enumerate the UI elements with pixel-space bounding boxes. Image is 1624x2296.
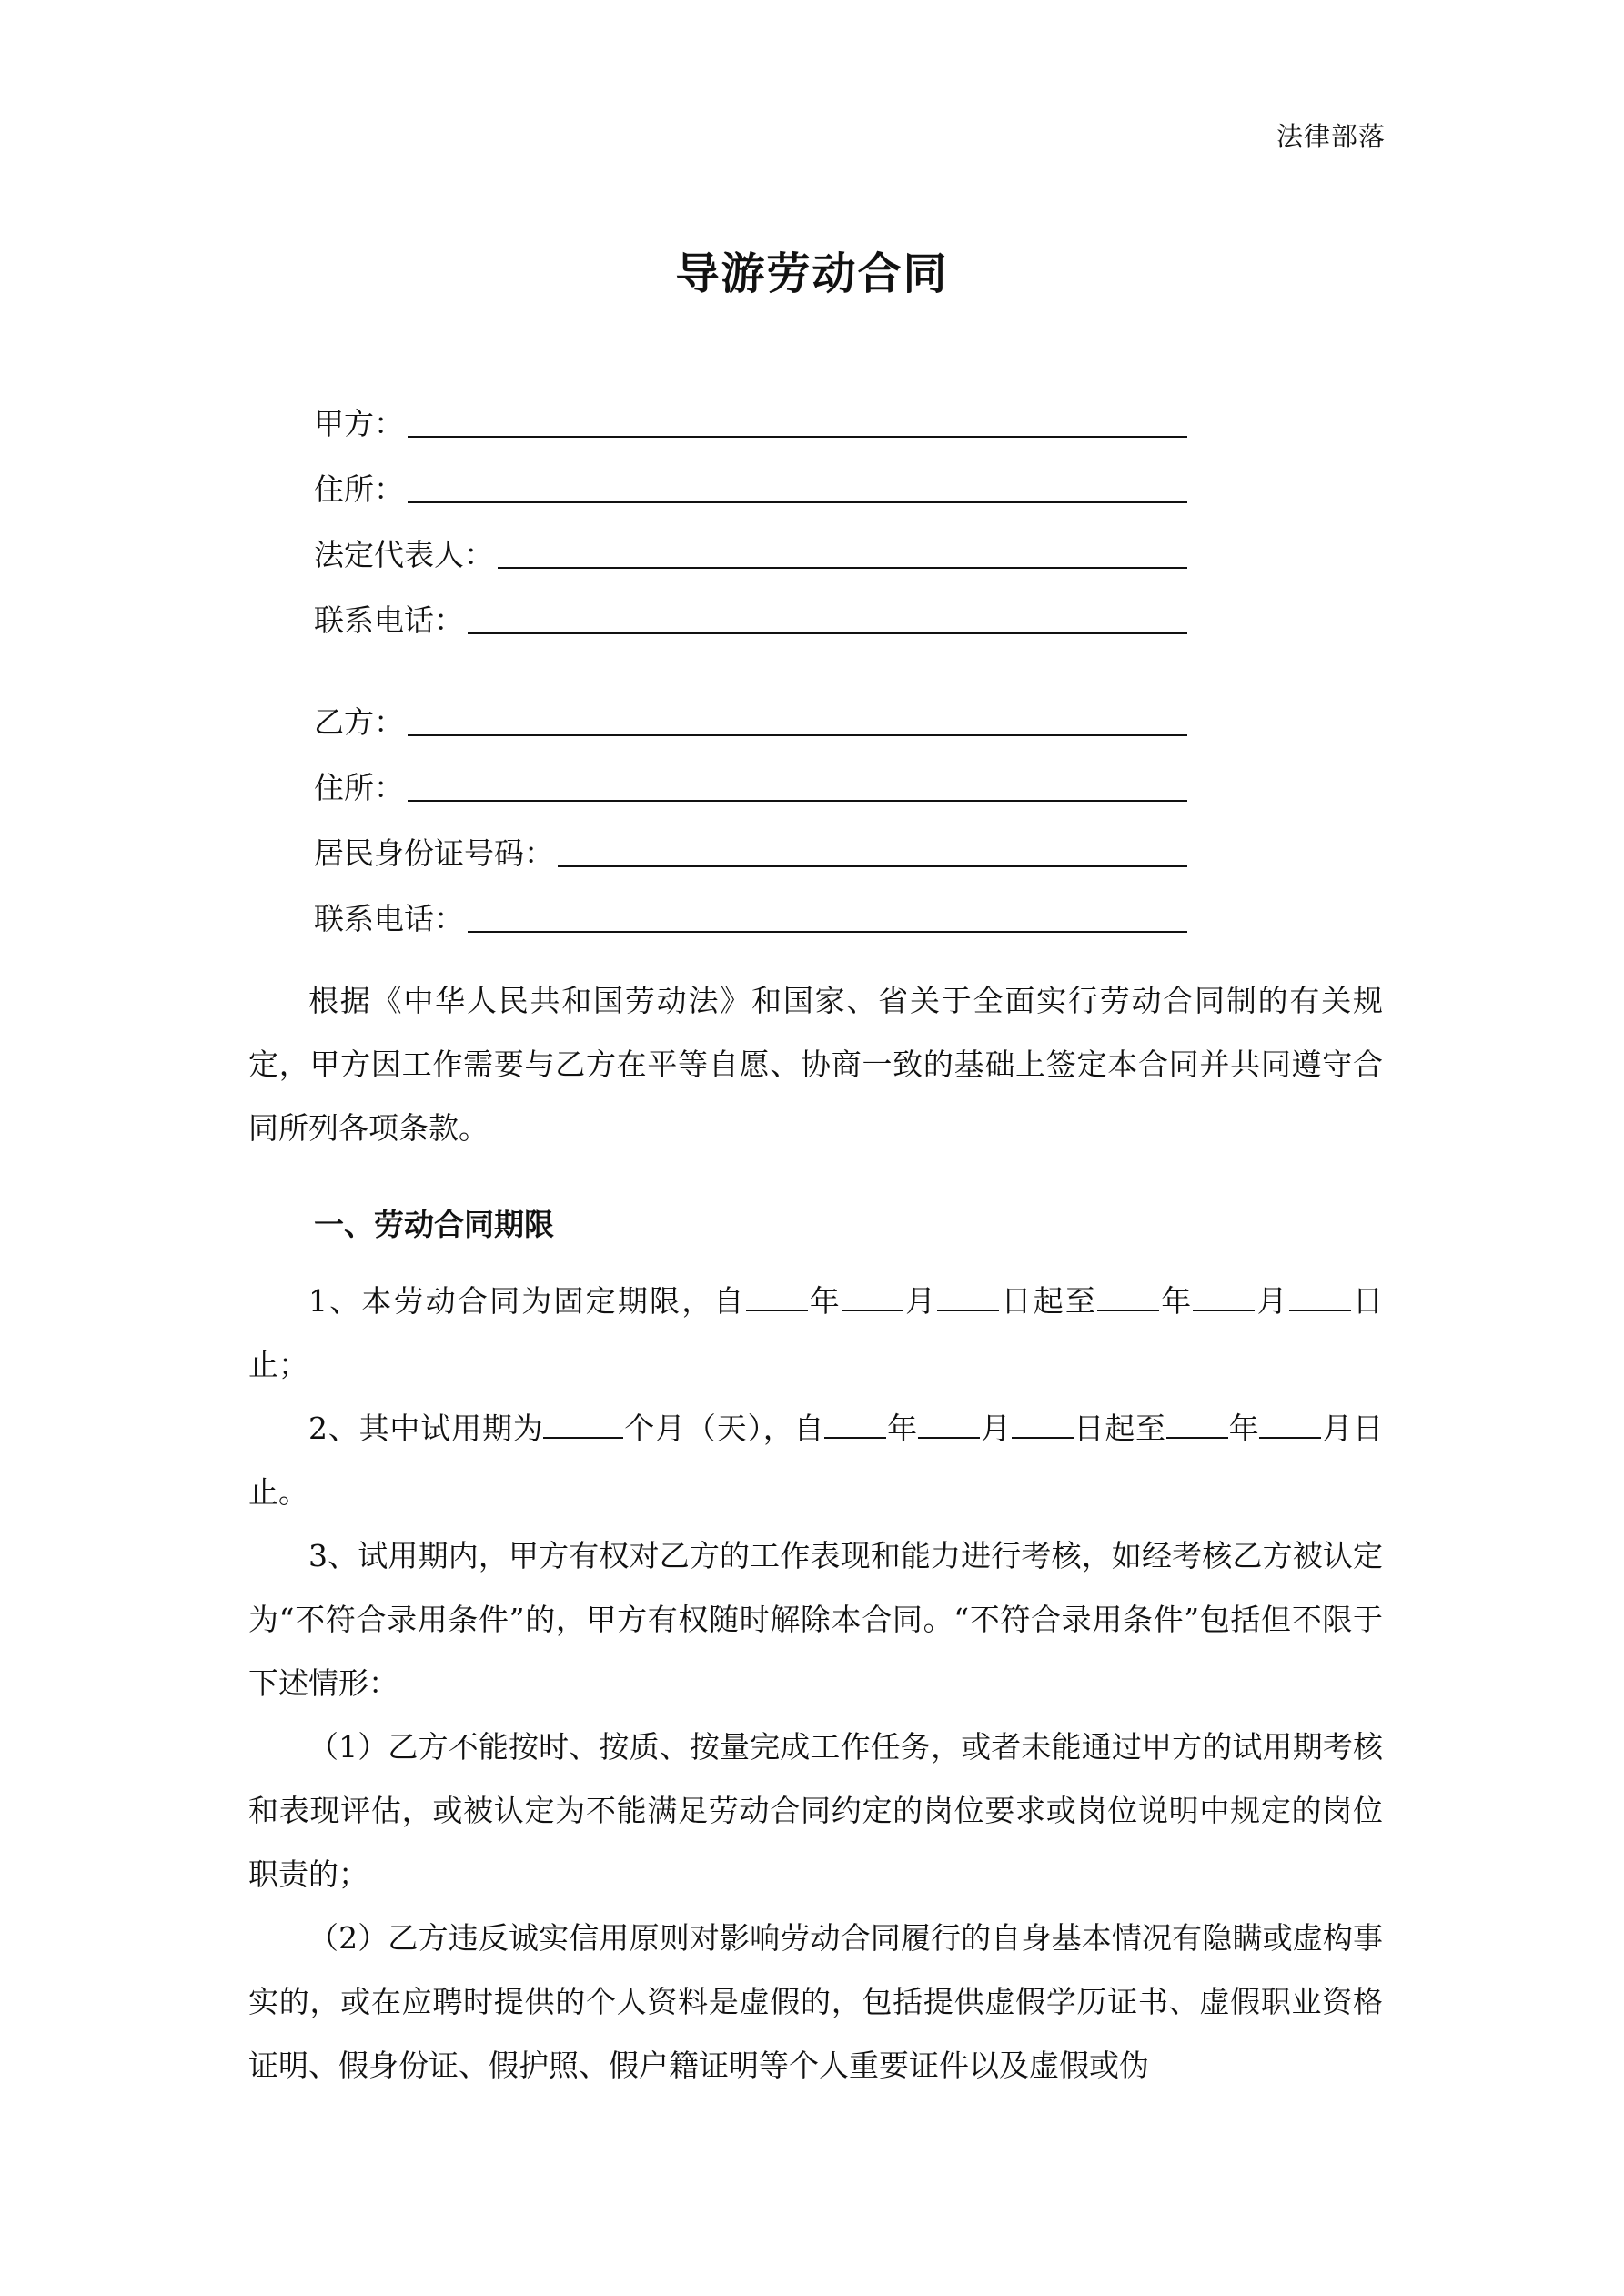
field-label: 住所： <box>314 770 404 805</box>
blank-day-from[interactable] <box>1012 1410 1074 1439</box>
party-b-address-field <box>314 742 1187 807</box>
party-a-phone-field <box>314 574 1187 640</box>
clause-text: 日起至 <box>1073 1411 1166 1446</box>
blank-year-to[interactable] <box>1097 1282 1159 1311</box>
blank-month-to[interactable] <box>1259 1410 1321 1439</box>
clause-text: 年 <box>1159 1283 1194 1319</box>
blank-day-to[interactable] <box>1289 1282 1351 1311</box>
fill-in-line[interactable] <box>468 900 1187 933</box>
fill-in-line[interactable] <box>558 834 1187 867</box>
blank-probation-months[interactable] <box>543 1410 623 1439</box>
blank-year-to[interactable] <box>1166 1410 1228 1439</box>
section-heading: 一、劳动合同期限 <box>314 1207 554 1242</box>
blank-year-from[interactable] <box>746 1282 808 1311</box>
fill-in-line[interactable] <box>408 769 1187 802</box>
clause-text: 日止。 <box>248 1411 1384 1510</box>
fill-in-line[interactable] <box>408 703 1187 736</box>
intro-paragraph: 根据《中华人民共和国劳动法》和国家、省关于全面实行劳动合同制的有关规定，甲方因工作需要与乙方在平等自愿、协商一致的基础上签定本合同并共同遵守合同所列各项条款。 <box>248 983 1383 1146</box>
sub-clause-1: （1）乙方不能按时、按质、按量完成工作任务，或者未能通过甲方的试用期考核和表现评估，或被认定为不能满足劳动合同约定的岗位要求或岗位说明中规定的岗位职责的； <box>248 1729 1383 1892</box>
contract-title: 导游劳动合同 <box>675 248 949 299</box>
party-a-block <box>314 378 1187 640</box>
sub-clause-2: （2）乙方违反诚实信用原则对影响劳动合同履行的自身基本情况有隐瞒或虚构事实的，或在应聘时提供的个人资料是虚假的，包括提供虚假学历证书、虚假职业资格证明、假身份证、假护照、假户籍证明等个人重要证件以及虚假或伪 <box>248 1920 1383 2083</box>
clause-text: 日起至 <box>999 1283 1098 1319</box>
clause-text: 月 <box>979 1411 1012 1446</box>
party-b-id-number-field <box>314 807 1187 873</box>
clause-text: 2、其中试用期为 <box>308 1411 544 1446</box>
fill-in-line[interactable] <box>468 602 1187 634</box>
header-site-mark: 法律部落 <box>1276 121 1386 152</box>
fill-in-line[interactable] <box>408 470 1187 503</box>
field-label: 乙方： <box>314 704 404 740</box>
blank-month-to[interactable] <box>1193 1282 1255 1311</box>
party-b-block <box>314 676 1187 938</box>
fill-in-line[interactable] <box>408 405 1187 438</box>
clause-text: 1、本劳动合同为固定期限，自 <box>308 1283 746 1319</box>
blank-month-from[interactable] <box>918 1410 980 1439</box>
field-label: 法定代表人： <box>314 537 494 572</box>
blank-month-from[interactable] <box>842 1282 903 1311</box>
party-b-phone-field <box>314 873 1187 938</box>
clause-2 <box>248 1397 1383 1524</box>
field-label: 联系电话： <box>314 602 464 638</box>
clause-text: 年 <box>886 1411 918 1446</box>
party-a-name-field <box>314 378 1187 443</box>
fill-in-line[interactable] <box>498 536 1187 569</box>
blank-year-from[interactable] <box>824 1410 886 1439</box>
clause-text: 月 <box>1321 1411 1354 1446</box>
party-a-address-field <box>314 443 1187 509</box>
clause-text: 月 <box>903 1283 938 1319</box>
field-label: 居民身份证号码： <box>314 835 554 871</box>
clause-3: 3、试用期内，甲方有权对乙方的工作表现和能力进行考核，如经考核乙方被认定为“不符合录用条件”的，甲方有权随时解除本合同。“不符合录用条件”包括但不限于下述情形： <box>248 1538 1383 1701</box>
field-label: 联系电话： <box>314 901 464 936</box>
field-label: 住所： <box>314 471 404 507</box>
field-label: 甲方： <box>314 406 404 441</box>
clause-text: 个月（天），自 <box>623 1411 825 1446</box>
clause-text: 年 <box>807 1283 842 1319</box>
blank-day-from[interactable] <box>937 1282 999 1311</box>
clause-text: 月 <box>1255 1283 1289 1319</box>
party-a-representative-field <box>314 509 1187 574</box>
clause-text: 年 <box>1227 1411 1260 1446</box>
clause-1 <box>248 1269 1383 1397</box>
party-b-name-field <box>314 676 1187 742</box>
section-clauses <box>248 1269 1383 2098</box>
intro-paragraph-block <box>248 969 1383 1160</box>
clause-text: 日止； <box>248 1283 1384 1382</box>
